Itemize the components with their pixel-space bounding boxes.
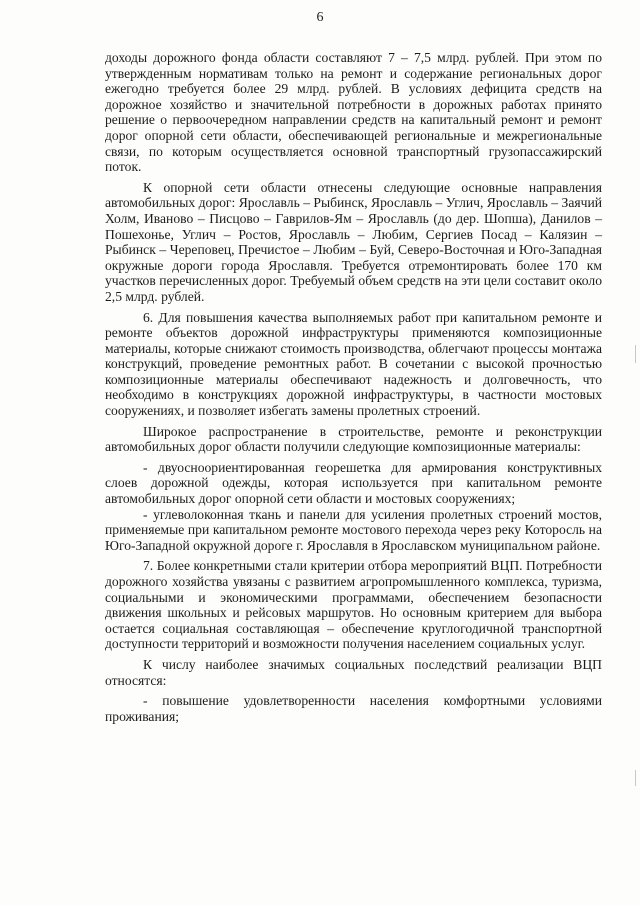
document-body (105, 50, 602, 724)
scan-artifact (635, 345, 636, 363)
paragraph-road-fund-income: доходы дорожного фонда области составляют 7 – 7,5 млрд. рублей. При этом по утвержденным нормативам только на ремонт и содержание региональных дорог ежегодно требуется более 29 млрд. рублей. В условиях дефицита средств на дорожное хозяйство и значительной потребности в дорожных работах принято решение о первоочередном направлении средств на капитальный ремонт и ремонт дорог опорной сети области, обеспечивающей региональные и межрегиональные связи, по которым осуществляется основной транспортный грузопассажирский поток. (105, 50, 602, 175)
paragraph-materials-intro: Широкое распространение в строительстве, ремонте и реконструкции автомобильных дорог области получили следующие композиционные материалы: (105, 423, 602, 455)
paragraph-social-effects-intro: К числу наиболее значимых социальных последствий реализации ВЦП относятся: (105, 656, 602, 688)
page-number: 6 (316, 10, 324, 25)
paragraph-core-network: К опорной сети области отнесены следующие основные направления автомобильных дорог: Ярославль – Рыбинск, Ярославль – Углич, Ярославль – Заячий Холм, Иваново – Писцово – Гаврилов-Ям – Ярославль (до дер. Шопша), Данилов – Пошехонье, Углич – Ростов, Ярославль – Любим, Сергиев Посад – Калязин – Рыбинск – Череповец, Пречистое – Любим – Буй, Северо-Восточная и Юго-Западная окружные дороги города Ярославля. Требуется отремонтировать более 170 км участков перечисленных дорог. Требуемый объем средств на эти цели составит около 2,5 млрд. рублей. (105, 179, 602, 304)
paragraph-selection-criteria: 7. Более конкретными стали критерии отбора мероприятий ВЦП. Потребности дорожного хозяйства увязаны с развитием агропромышленного комплекса, туризма, социальными и экономическими программами, обеспечением безопасности движения школьных и рейсовых маршрутов. Но основным критерием для выбора остается социальная составляющая – обеспечение круглогодичной транспортной доступности территорий и возможности получения населением социальных услуг. (105, 558, 602, 652)
scan-artifact (635, 770, 636, 786)
list-item-satisfaction: - повышение удовлетворенности населения комфортными условиями проживания; (105, 693, 602, 724)
list-item-geogrid: - двуосноориентированная георешетка для армирования конструктивных слоев дорожной одежды, которая используется при капитальном ремонте автомобильных дорог опорной сети области и мостовых сооружениях; (105, 459, 602, 507)
paragraph-composite-materials: 6. Для повышения качества выполняемых работ при капитальном ремонте и ремонте объектов дорожной инфраструктуры применяются композиционные материалы, которые снижают стоимость производства, облегчают процессы монтажа конструкций, проведение ремонтных работ. В сочетании с высокой прочностью композиционные материалы обеспечивают надежность и долговечность, что необходимо в конструкциях дорожной инфраструктуры, в частности мостовых сооружениях, и позволяет избегать замены пролетных строений. (105, 309, 602, 419)
list-item-carbon-fiber: - углеволоконная ткань и панели для усиления пролетных строений мостов, применяемые при капитальном ремонте мостового перехода через реку Которосль на Юго-Западной окружной дороге г. Ярославля в Ярославском муниципальном районе. (105, 506, 602, 553)
